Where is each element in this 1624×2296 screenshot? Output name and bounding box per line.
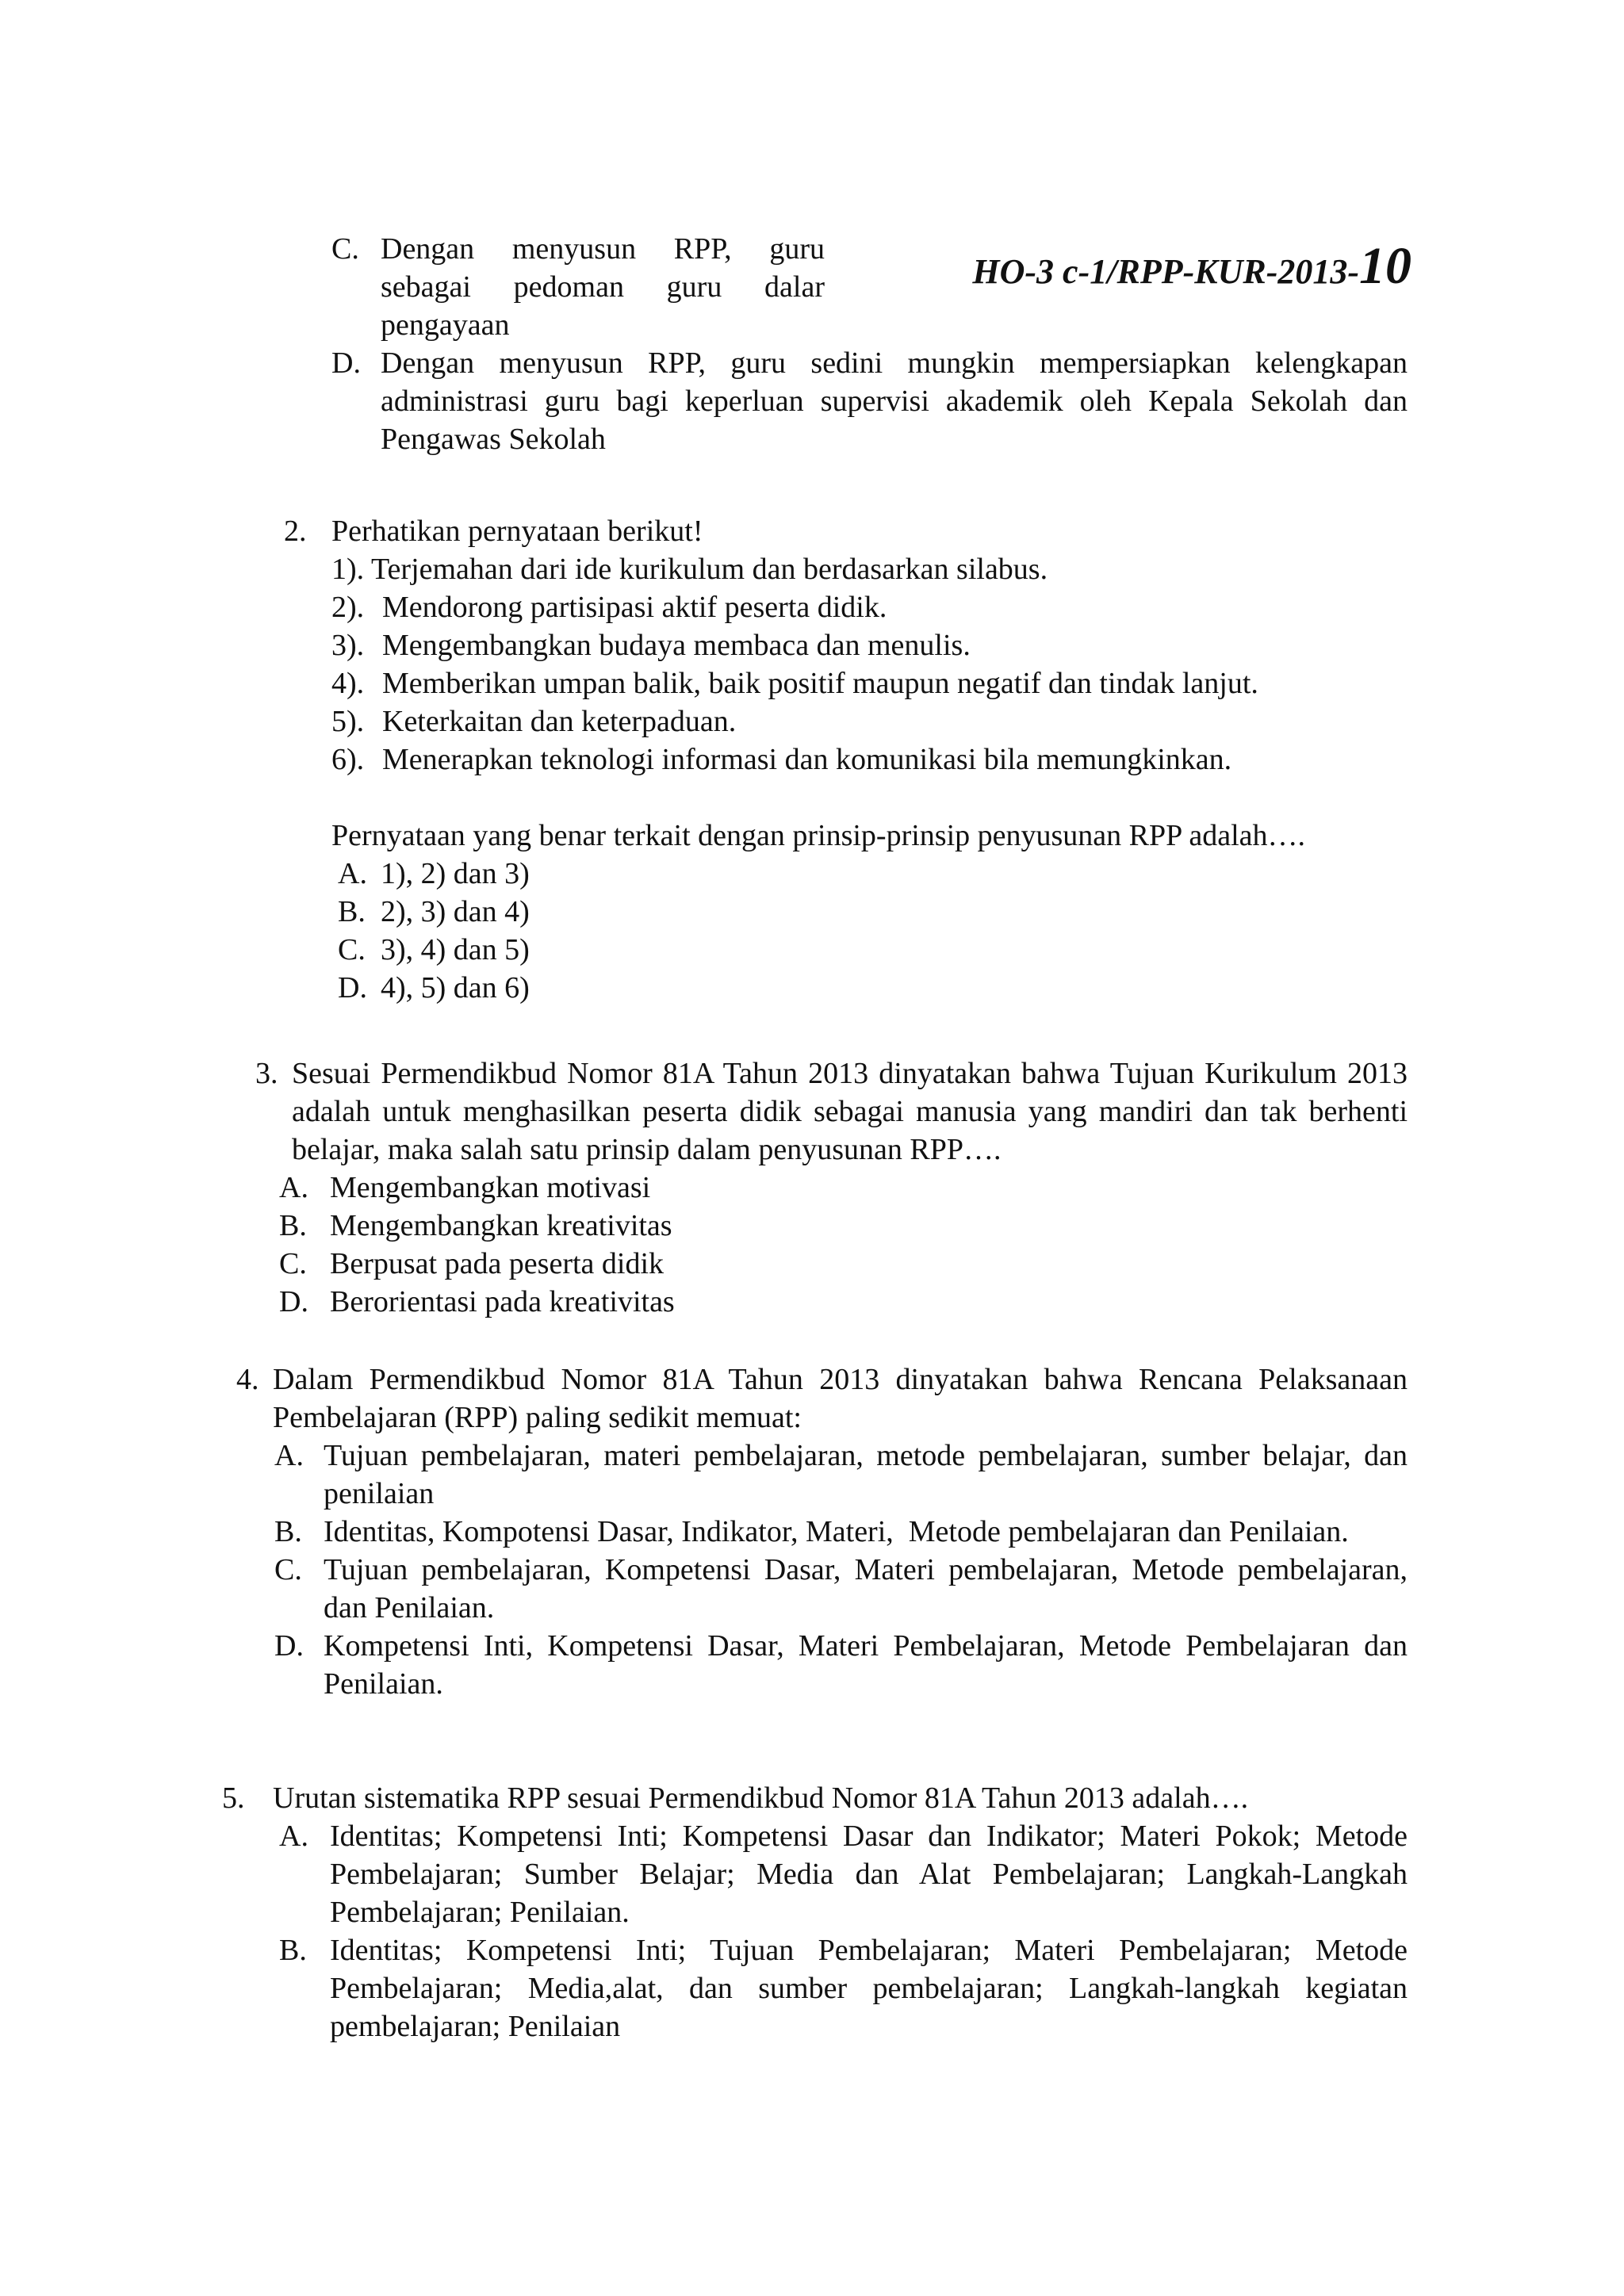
question-stem [222, 1779, 1408, 1817]
question-number: 3. [255, 1057, 278, 1090]
option-item [274, 1437, 1408, 1513]
question-number: 2. [284, 515, 307, 548]
option-text: 2), 3) dan 4) [381, 895, 530, 928]
option-item [338, 855, 1408, 893]
option-label: B. [338, 895, 366, 928]
statement-item [331, 740, 1408, 779]
statement-item [331, 626, 1408, 664]
statement-text: Mengembangkan budaya membaca dan menulis. [382, 629, 971, 662]
statement-list [331, 550, 1408, 779]
option-item [279, 1245, 1408, 1283]
option-item [279, 1283, 1408, 1321]
option-list [338, 855, 1408, 1007]
question-text: Sesuai Permendikbud Nomor 81A Tahun 2013 dinyatakan bahwa Tujuan Kurikulum 2013 adalah untuk menghasilkan peserta didik sebagai manusia yang mandiri dan tak berhenti belajar, maka salah satu prinsip dalam penyusunan RPP…. [292, 1057, 1408, 1166]
statement-item [331, 588, 1408, 626]
statement-number: 2). [331, 591, 365, 624]
statement-item [331, 702, 1408, 740]
option-item [274, 1627, 1408, 1703]
statement-number: 5). [331, 705, 365, 738]
option-item [279, 1931, 1408, 2045]
option-text: Tujuan pembelajaran, Kompetensi Dasar, Materi pembelajaran, Metode pembelajaran, dan Penilaian. [324, 1553, 1408, 1624]
option-label: A. [338, 857, 367, 890]
option-text-line: sebagai pedoman guru dalar [381, 270, 825, 304]
option-text: 3), 4) dan 5) [381, 933, 530, 966]
option-list [274, 1437, 1408, 1703]
option-item [274, 1513, 1408, 1551]
statement-text: Memberikan umpan balik, baik positif maupun negatif dan tindak lanjut. [382, 667, 1258, 700]
statement-number: 1). [331, 553, 365, 586]
option-text: 1), 2) dan 3) [381, 857, 530, 890]
question-2 [284, 512, 1408, 1007]
option-item [279, 1207, 1408, 1245]
option-text-line: pengayaan [381, 308, 510, 342]
option-text: Identitas; Kompetensi Inti; Kompetensi Dasar dan Indikator; Materi Pokok; Metode Pembelajaran; Sumber Belajar; Media dan Alat Pembelajaran; Langkah-Langkah Pembelajaran; Penilaian. [330, 1820, 1408, 1929]
question-text: Perhatikan pernyataan berikut! [331, 515, 703, 548]
statement-item [331, 664, 1408, 702]
option-label: B. [274, 1515, 302, 1548]
question-stem [236, 1360, 1408, 1437]
option-text: Identitas, Kompotensi Dasar, Indikator, Materi, Metode pembelajaran dan Penilaian. [324, 1515, 1349, 1548]
option-label: C. [279, 1247, 307, 1280]
option-label: D. [331, 346, 361, 380]
page-number: 10 [1359, 237, 1411, 295]
header-code: HO-3 c-1/RPP-KUR-2013- [972, 252, 1359, 291]
option-label: B. [279, 1209, 307, 1242]
option-label: C. [331, 232, 359, 266]
question-4 [236, 1360, 1408, 1703]
statement-text: Menerapkan teknologi informasi dan komunikasi bila memungkinkan. [382, 743, 1232, 776]
option-text: Identitas; Kompetensi Inti; Tujuan Pembelajaran; Materi Pembelajaran; Metode Pembelajaran; Media,alat, dan sumber pembelajaran; Langkah-langkah kegiatan pembelajaran; Penilaian [330, 1934, 1408, 2043]
question-5 [222, 1779, 1408, 2045]
q1-option-d [331, 344, 1408, 458]
option-list [279, 1169, 1408, 1321]
option-text: Berorientasi pada kreativitas [330, 1285, 675, 1318]
option-text: Tujuan pembelajaran, materi pembelajaran, metode pembelajaran, sumber belajar, dan penilaian [324, 1439, 1408, 1510]
option-list [279, 1817, 1408, 2045]
question-number: 4. [236, 1363, 259, 1396]
statement-number: 4). [331, 667, 365, 700]
option-label: A. [274, 1439, 304, 1472]
option-item [279, 1169, 1408, 1207]
option-item [338, 931, 1408, 969]
option-text: 4), 5) dan 6) [381, 971, 530, 1004]
option-text: Kompetensi Inti, Kompetensi Dasar, Materi Pembelajaran, Metode Pembelajaran dan Penilaian. [324, 1629, 1408, 1701]
question-text: Pernyataan yang benar terkait dengan prinsip-prinsip penyusunan RPP adalah…. [331, 819, 1306, 852]
option-text: Mengembangkan motivasi [330, 1171, 651, 1204]
question-text: Dalam Permendikbud Nomor 81A Tahun 2013 dinyatakan bahwa Rencana Pelaksanaan Pembelajaran (RPP) paling sedikit memuat: [273, 1363, 1408, 1434]
option-item [279, 1817, 1408, 1931]
option-label: D. [338, 971, 367, 1004]
question-prompt [284, 512, 1408, 550]
option-label: A. [279, 1820, 308, 1853]
option-text: Berpusat pada peserta didik [330, 1247, 665, 1280]
question-stem [255, 1054, 1408, 1169]
statement-text: Keterkaitan dan keterpaduan. [382, 705, 737, 738]
option-label: B. [279, 1934, 307, 1967]
statement-item [331, 550, 1408, 588]
question-text: Urutan sistematika RPP sesuai Permendikbud Nomor 81A Tahun 2013 adalah…. [273, 1781, 1249, 1815]
q1-option-c [331, 230, 1408, 344]
option-item [338, 969, 1408, 1007]
option-text: Dengan menyusun RPP, guru sedini mungkin mempersiapkan kelengkapan administrasi guru bagi keperluan supervisi akademik oleh Kepala Sekolah dan Pengawas Sekolah [381, 346, 1408, 456]
option-item [338, 893, 1408, 931]
option-label: C. [338, 933, 366, 966]
statement-text: Mendorong partisipasi aktif peserta didik. [382, 591, 887, 624]
option-label: C. [274, 1553, 302, 1586]
question-number: 5. [222, 1781, 245, 1815]
option-text-line: Dengan menyusun RPP, guru [381, 232, 825, 266]
option-label: D. [279, 1285, 308, 1318]
option-label: A. [279, 1171, 308, 1204]
option-text: Mengembangkan kreativitas [330, 1209, 672, 1242]
statement-number: 3). [331, 629, 365, 662]
statement-number: 6). [331, 743, 365, 776]
question-3 [255, 1054, 1408, 1321]
option-item [274, 1551, 1408, 1627]
statement-text: Terjemahan dari ide kurikulum dan berdasarkan silabus. [370, 553, 1048, 586]
q1-options-continued [331, 230, 1408, 458]
option-label: D. [274, 1629, 304, 1663]
